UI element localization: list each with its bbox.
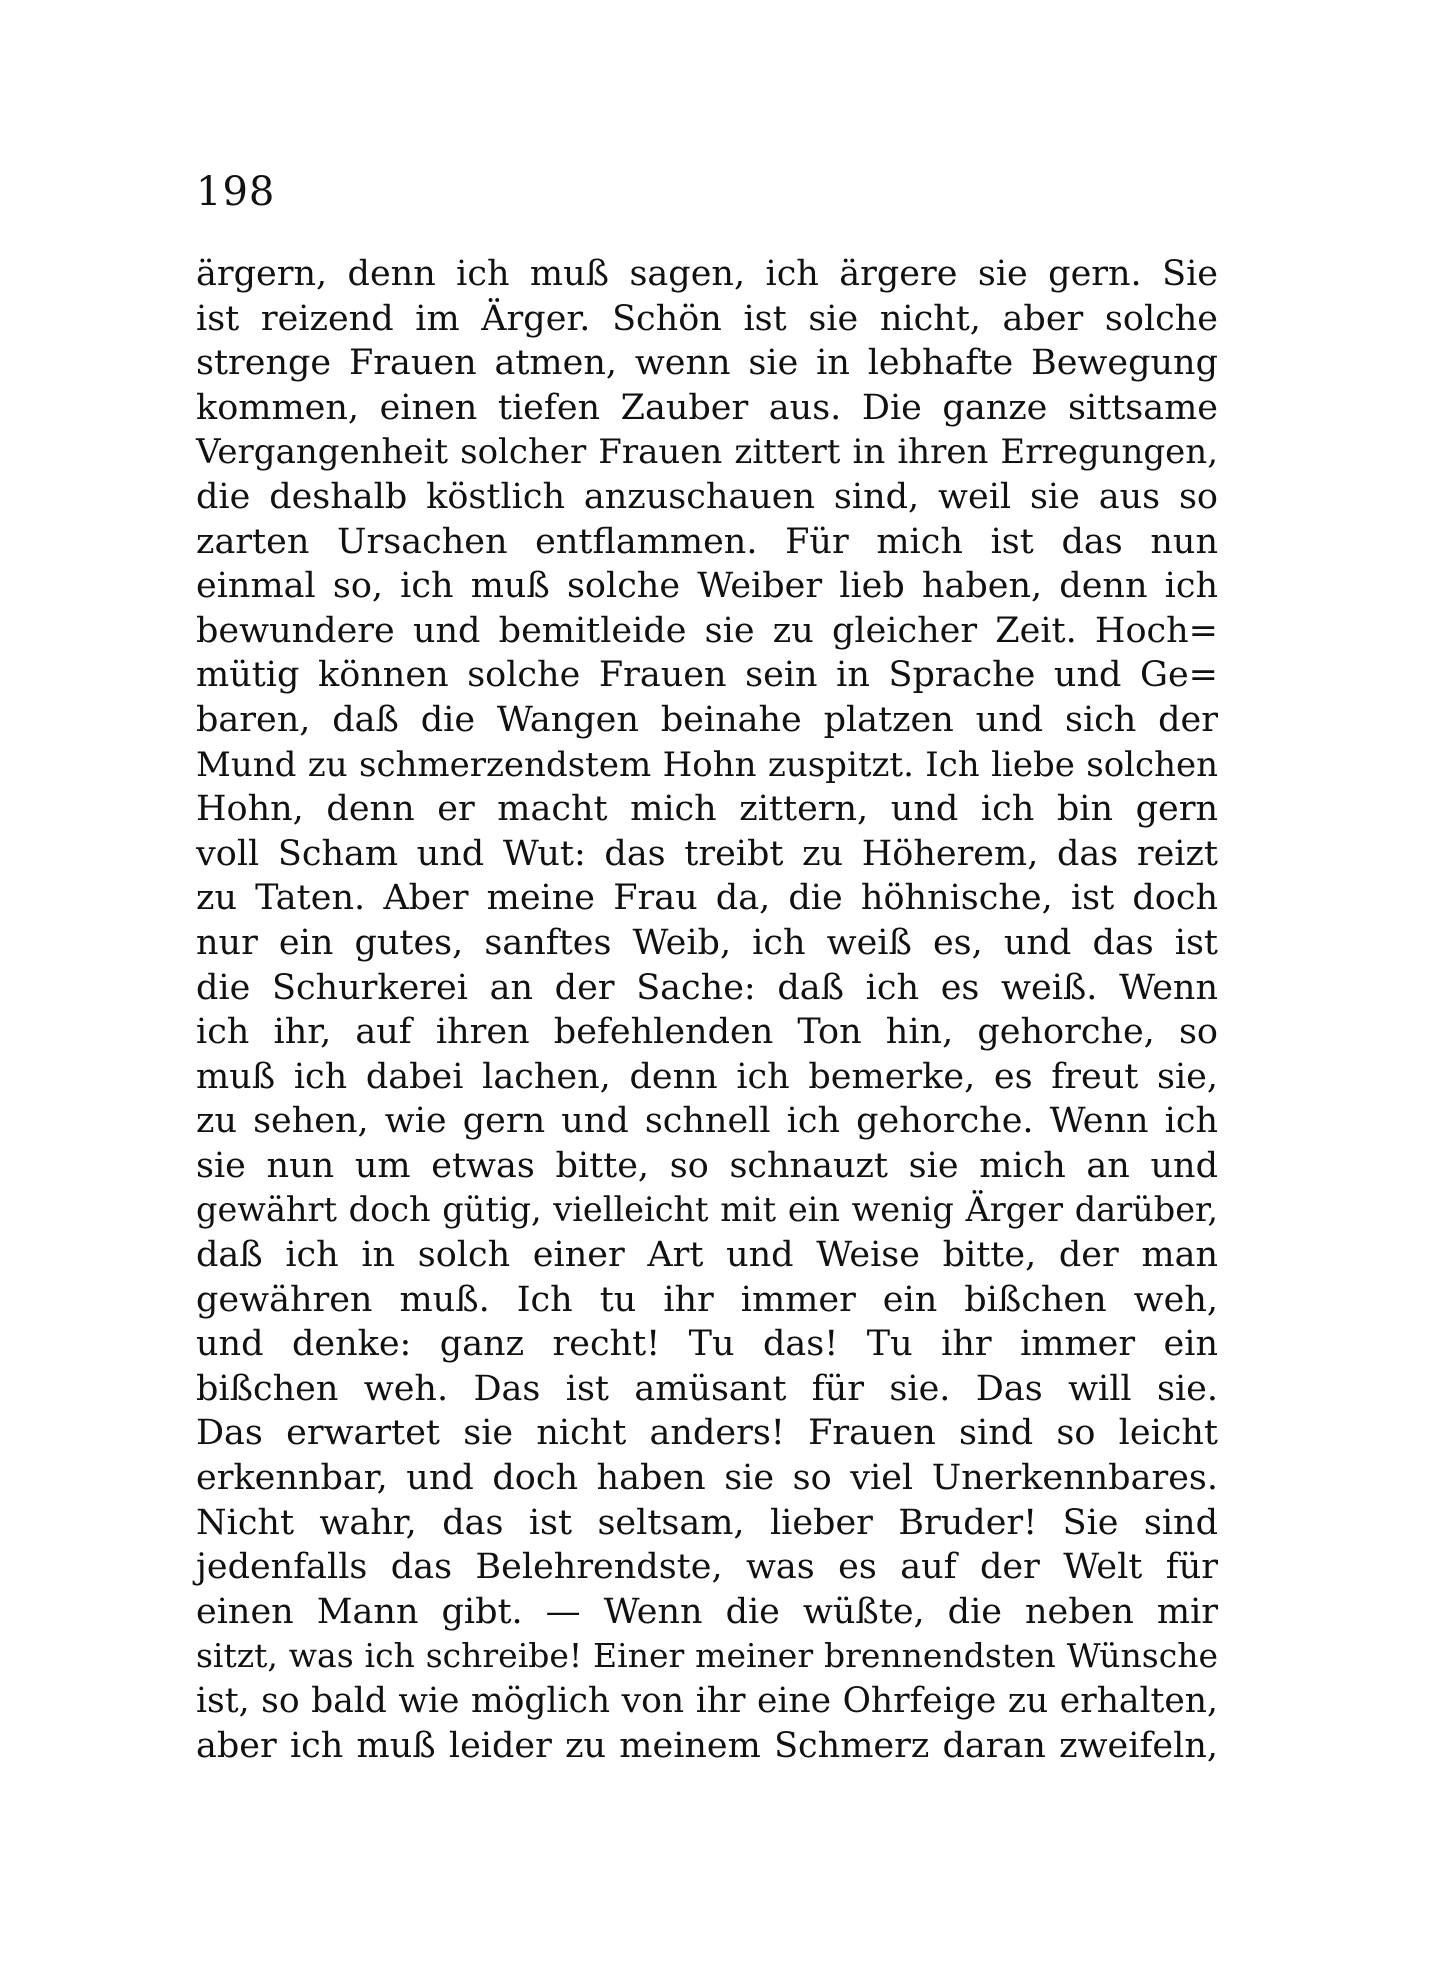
text-line: zu Taten. Aber meine Frau da, die höhnische, ist doch bbox=[196, 878, 1218, 919]
text-line: einen Mann gibt. — Wenn die wüßte, die neben mir bbox=[196, 1591, 1218, 1632]
text-line: voll Scham und Wut: das treibt zu Höherem, das reizt bbox=[196, 833, 1218, 874]
text-line: bißchen weh. Das ist amüsant für sie. Das will sie. bbox=[196, 1368, 1218, 1409]
text-line: ist reizend im Ärger. Schön ist sie nicht, aber solche bbox=[196, 298, 1218, 339]
text-line: die deshalb köstlich anzuschauen sind, weil sie aus so bbox=[196, 476, 1218, 517]
text-line: erkennbar, und doch haben sie so viel Unerkennbares. bbox=[196, 1458, 1218, 1499]
text-line: Hohn, denn er macht mich zittern, und ich bin gern bbox=[196, 789, 1218, 830]
text-line: ich ihr, auf ihren befehlenden Ton hin, gehorche, so bbox=[196, 1012, 1218, 1053]
text-line: bewundere und bemitleide sie zu gleicher Zeit. Hoch= bbox=[196, 610, 1218, 651]
text-line: muß ich dabei lachen, denn ich bemerke, es freut sie, bbox=[196, 1056, 1218, 1097]
text-line: Nicht wahr, das ist seltsam, lieber Bruder! Sie sind bbox=[196, 1502, 1218, 1543]
text-line: zu sehen, wie gern und schnell ich gehorche. Wenn ich bbox=[196, 1101, 1218, 1142]
text-line: Vergangenheit solcher Frauen zittert in ihren Erregungen, bbox=[196, 432, 1218, 473]
text-line: einmal so, ich muß solche Weiber lieb haben, denn ich bbox=[196, 566, 1218, 607]
text-line: ärgern, denn ich muß sagen, ich ärgere sie gern. Sie bbox=[196, 254, 1218, 294]
text-line: zarten Ursachen entflammen. Für mich ist das nun bbox=[196, 521, 1218, 562]
text-line: Das erwartet sie nicht anders! Frauen sind so leicht bbox=[196, 1413, 1218, 1454]
page-number: 198 bbox=[196, 169, 276, 215]
text-line: gewähren muß. Ich tu ihr immer ein bißchen weh, bbox=[196, 1279, 1218, 1320]
text-line: mütig können solche Frauen sein in Sprache und Ge= bbox=[196, 655, 1218, 696]
text-line: sie nun um etwas bitte, so schnauzt sie mich an und bbox=[196, 1145, 1218, 1186]
text-line: ist, so bald wie möglich von ihr eine Ohrfeige zu erhalten, bbox=[196, 1681, 1218, 1721]
text-line: aber ich muß leider zu meinem Schmerz daran zweifeln, bbox=[196, 1725, 1218, 1766]
text-line: und denke: ganz recht! Tu das! Tu ihr immer ein bbox=[196, 1324, 1218, 1365]
text-line: daß ich in solch einer Art und Weise bitte, der man bbox=[196, 1235, 1218, 1276]
text-line: nur ein gutes, sanftes Weib, ich weiß es, und das ist bbox=[196, 922, 1218, 963]
text-line: sitzt, was ich schreibe! Einer meiner brennendsten Wünsche bbox=[196, 1636, 1218, 1676]
text-line: Mund zu schmerzendstem Hohn zuspitzt. Ich liebe solchen bbox=[196, 744, 1218, 785]
text-line: gewährt doch gütig, vielleicht mit ein wenig Ärger darüber, bbox=[196, 1190, 1218, 1230]
text-line: jedenfalls das Belehrendste, was es auf der Welt für bbox=[196, 1547, 1218, 1588]
body-text bbox=[196, 252, 1218, 1768]
text-line: strenge Frauen atmen, wenn sie in lebhafte Bewegung bbox=[196, 343, 1218, 384]
text-line: kommen, einen tiefen Zauber aus. Die ganze sittsame bbox=[196, 387, 1218, 428]
text-line: die Schurkerei an der Sache: daß ich es weiß. Wenn bbox=[196, 967, 1218, 1008]
text-line: baren, daß die Wangen beinahe platzen und sich der bbox=[196, 699, 1218, 740]
